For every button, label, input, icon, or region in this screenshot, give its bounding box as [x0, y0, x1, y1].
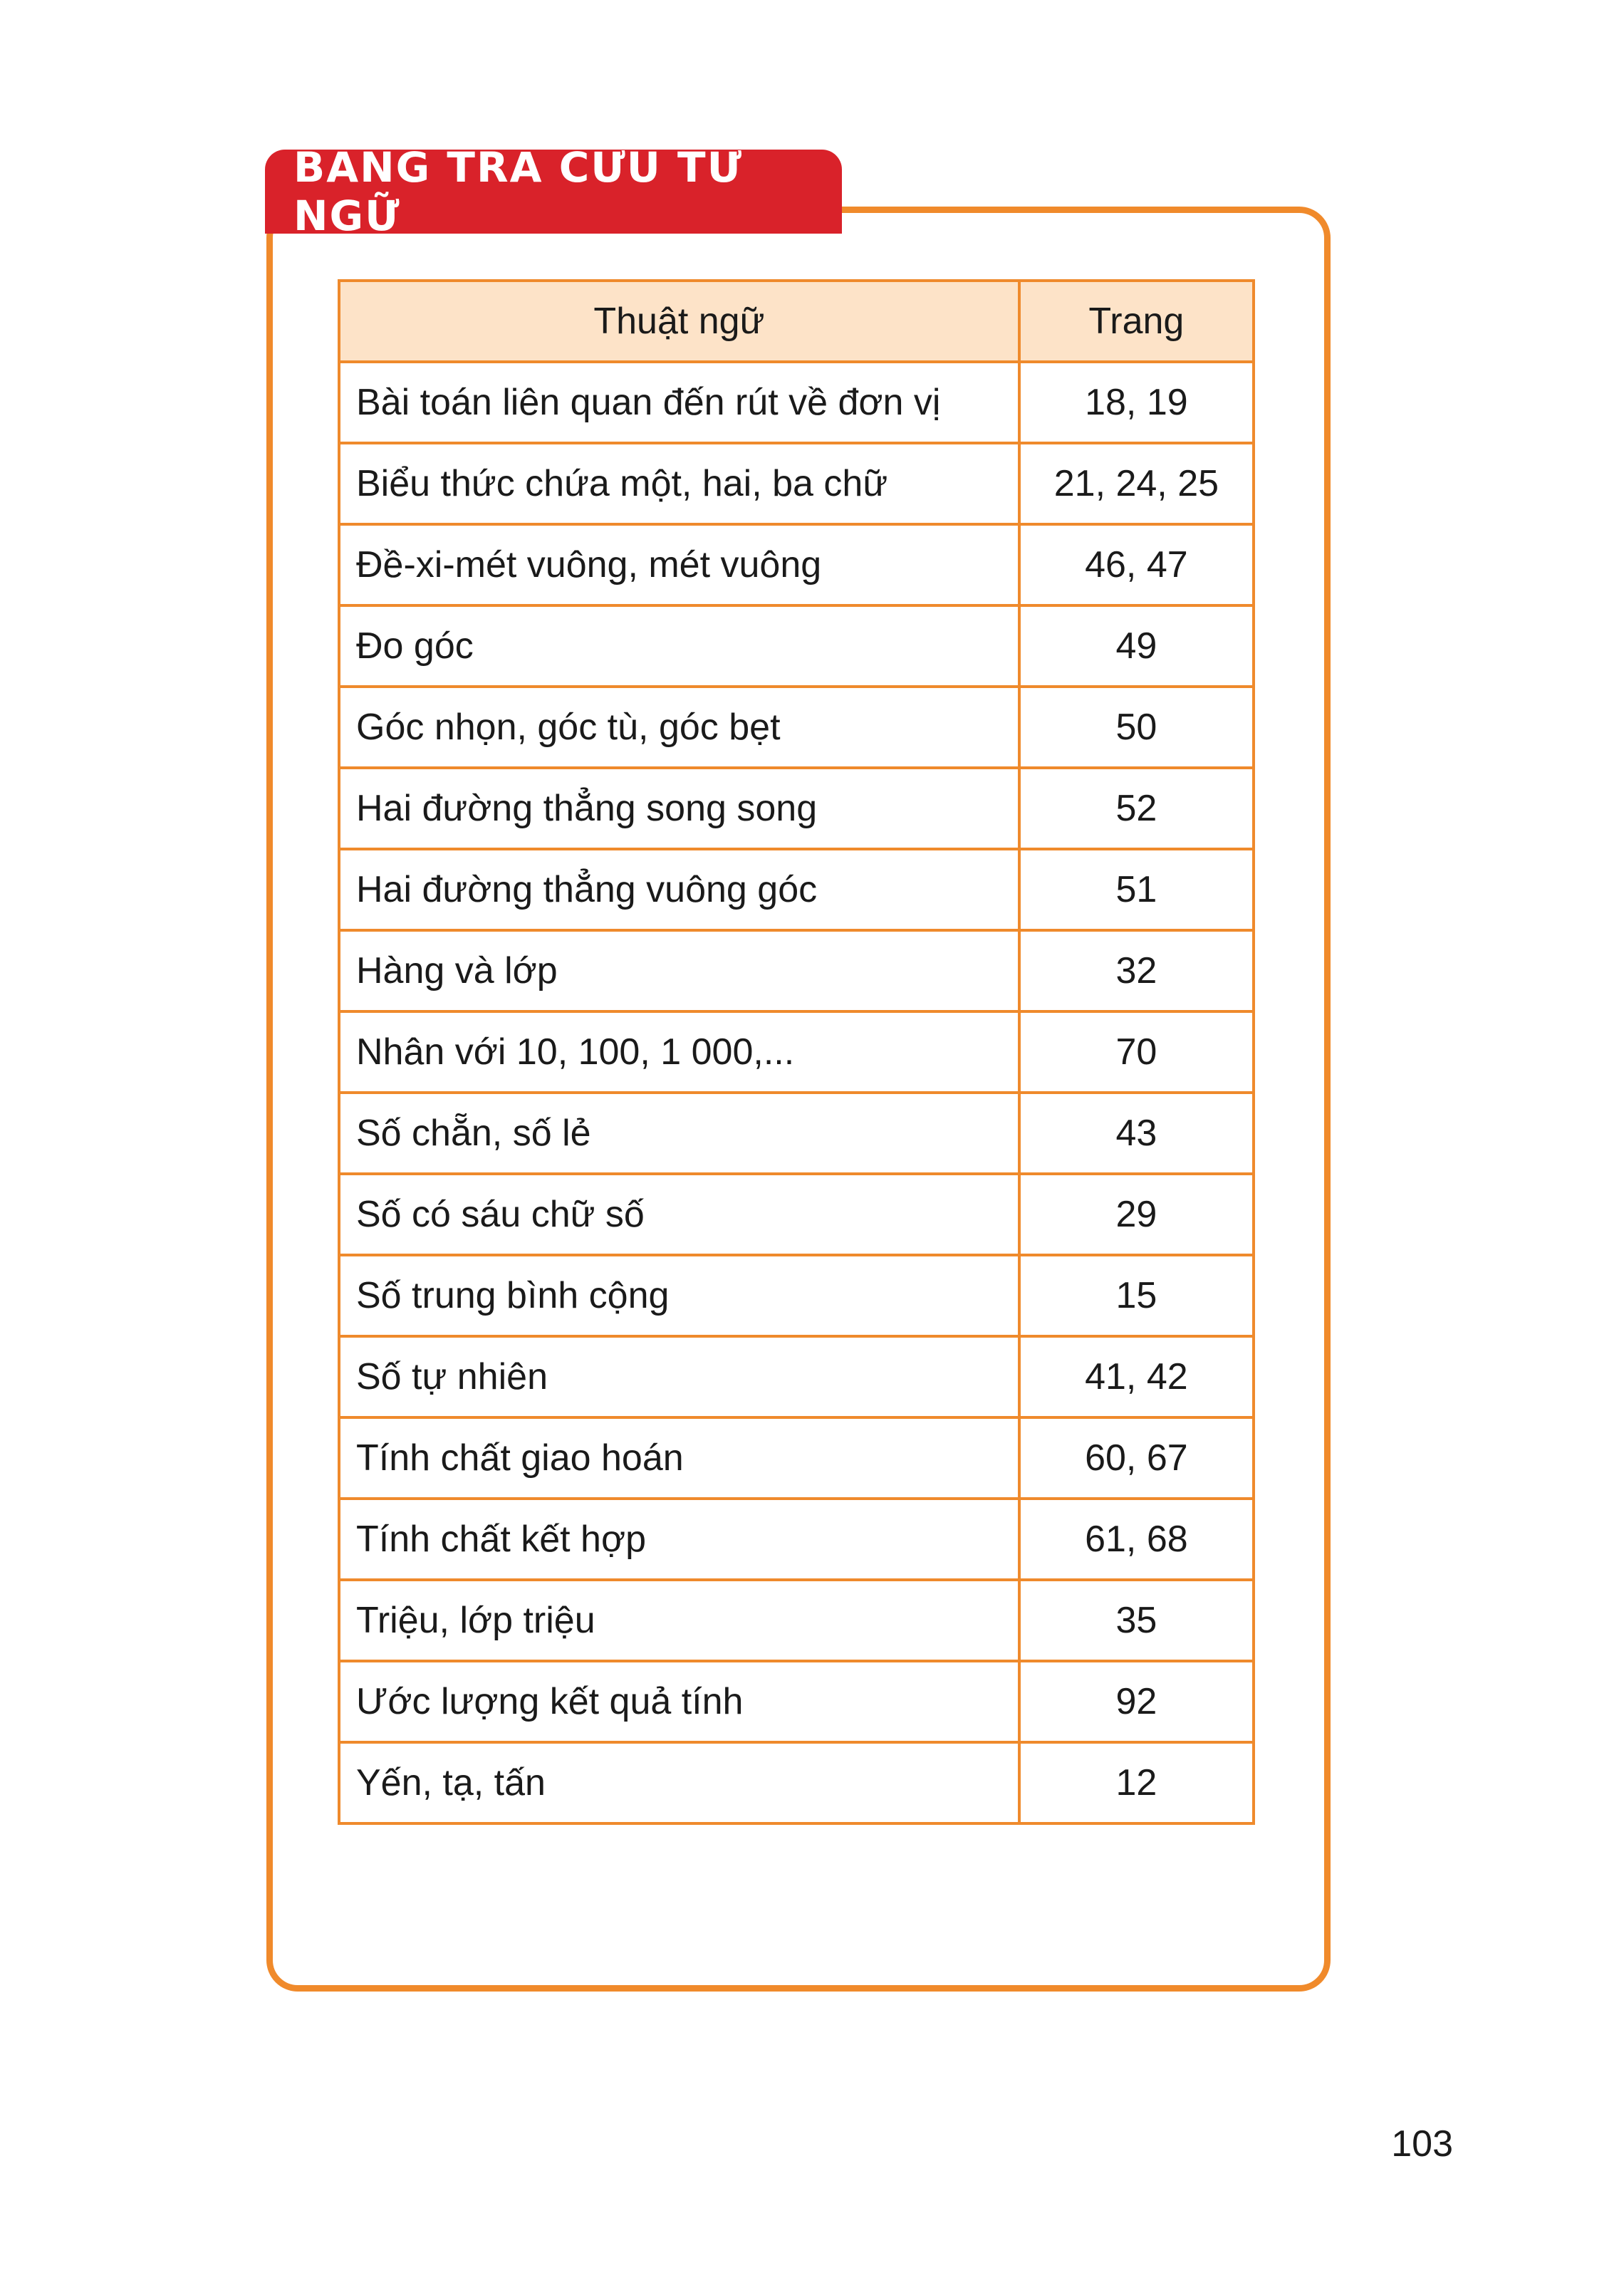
term-cell: Hai đường thẳng vuông góc [339, 849, 1019, 930]
page-cell: 32 [1019, 930, 1254, 1011]
table-row [339, 687, 1254, 768]
page-cell: 15 [1019, 1255, 1254, 1336]
table-row [339, 1742, 1254, 1823]
table-row [339, 1661, 1254, 1742]
table-row [339, 930, 1254, 1011]
term-cell: Tính chất kết hợp [339, 1499, 1019, 1580]
table-row [339, 1336, 1254, 1417]
header-page: Trang [1019, 281, 1254, 362]
page-cell: 52 [1019, 768, 1254, 849]
table-row [339, 362, 1254, 443]
table-row [339, 1417, 1254, 1499]
table-row [339, 1580, 1254, 1661]
term-cell: Bài toán liên quan đến rút về đơn vị [339, 362, 1019, 443]
page-cell: 21, 24, 25 [1019, 443, 1254, 524]
table-row [339, 768, 1254, 849]
table-row [339, 524, 1254, 605]
title-banner [265, 143, 842, 240]
page-cell: 49 [1019, 605, 1254, 687]
table-row [339, 1499, 1254, 1580]
term-cell: Nhân với 10, 100, 1 000,... [339, 1011, 1019, 1093]
page-cell: 29 [1019, 1174, 1254, 1255]
table-row [339, 605, 1254, 687]
page-cell: 18, 19 [1019, 362, 1254, 443]
term-cell: Góc nhọn, góc tù, góc bẹt [339, 687, 1019, 768]
page-cell: 60, 67 [1019, 1417, 1254, 1499]
page-cell: 61, 68 [1019, 1499, 1254, 1580]
term-cell: Biểu thức chứa một, hai, ba chữ [339, 443, 1019, 524]
term-cell: Hàng và lớp [339, 930, 1019, 1011]
table-row [339, 849, 1254, 930]
term-cell: Đo góc [339, 605, 1019, 687]
table-row [339, 1174, 1254, 1255]
term-cell: Số chẵn, số lẻ [339, 1093, 1019, 1174]
table-header-row [339, 281, 1254, 362]
term-cell: Số tự nhiên [339, 1336, 1019, 1417]
page-cell: 70 [1019, 1011, 1254, 1093]
glossary-table [338, 279, 1255, 1825]
term-cell: Triệu, lớp triệu [339, 1580, 1019, 1661]
page-cell: 12 [1019, 1742, 1254, 1823]
page-cell: 35 [1019, 1580, 1254, 1661]
term-cell: Số trung bình cộng [339, 1255, 1019, 1336]
page-number: 103 [1391, 2123, 1453, 2165]
table-row [339, 443, 1254, 524]
page-cell: 51 [1019, 849, 1254, 930]
table-row [339, 1255, 1254, 1336]
term-cell: Đề-xi-mét vuông, mét vuông [339, 524, 1019, 605]
page-cell: 43 [1019, 1093, 1254, 1174]
page-cell: 46, 47 [1019, 524, 1254, 605]
page-cell: 50 [1019, 687, 1254, 768]
term-cell: Yến, tạ, tấn [339, 1742, 1019, 1823]
term-cell: Hai đường thẳng song song [339, 768, 1019, 849]
term-cell: Ước lượng kết quả tính [339, 1661, 1019, 1742]
page-title: BẢNG TRA CỨU TỪ NGỮ [293, 143, 744, 240]
page-cell: 41, 42 [1019, 1336, 1254, 1417]
table-row [339, 1093, 1254, 1174]
page-cell: 92 [1019, 1661, 1254, 1742]
term-cell: Số có sáu chữ số [339, 1174, 1019, 1255]
table-row [339, 1011, 1254, 1093]
header-term: Thuật ngữ [339, 281, 1019, 362]
term-cell: Tính chất giao hoán [339, 1417, 1019, 1499]
